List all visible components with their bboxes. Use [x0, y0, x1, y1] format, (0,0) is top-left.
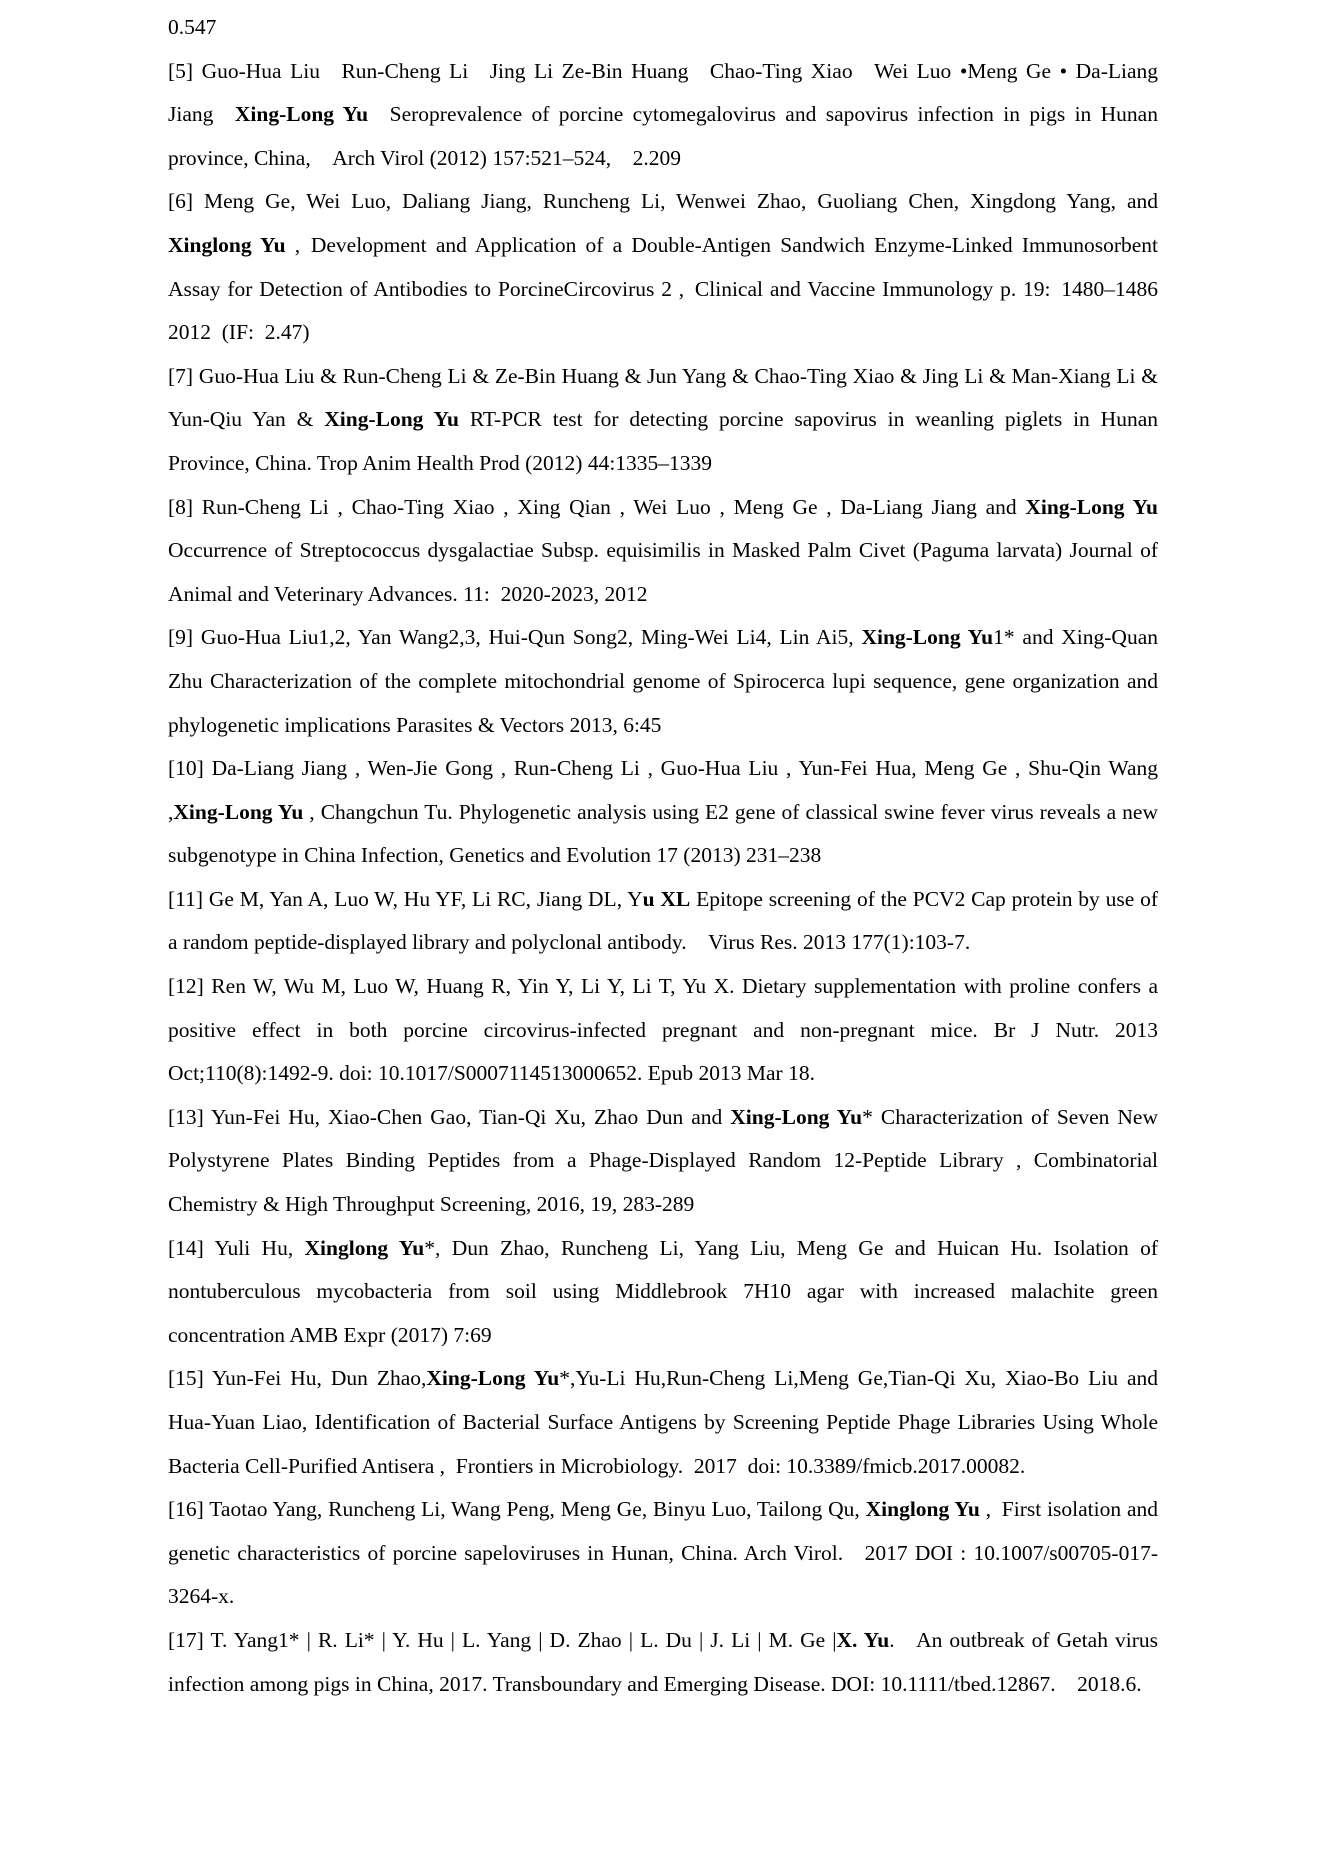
reference-paragraph	[168, 6, 1158, 50]
reference-text: [8] Run-Cheng Li , Chao-Ting Xiao , Xing Qian , Wei Luo , Meng Ge , Da-Liang Jiang and	[168, 494, 1026, 519]
reference-paragraph	[168, 355, 1158, 486]
reference-text: [15] Yun-Fei Hu, Dun Zhao,	[168, 1366, 427, 1391]
reference-text: Seroprevalence of porcine cytomegalovirus and sapovirus infection in pigs in Hunan province, China, Arch Virol (2012) 157:521–524, 2.209	[168, 102, 1158, 170]
reference-text: [17] T. Yang1* | R. Li* | Y. Hu | L. Yang | D. Zhao | L. Du | J. Li | M. Ge |	[168, 1627, 837, 1652]
highlighted-author-name: Xinglong Yu	[865, 1497, 980, 1522]
reference-text: [10] Da-Liang Jiang , Wen-Jie Gong , Run-Cheng Li , Guo-Hua Liu , Yun-Fei Hua, Meng Ge , Shu-Qin Wang ,	[168, 756, 1158, 824]
reference-text: Epitope screening of the PCV2 Cap protein by use of a random peptide-displayed library and polyclonal antibody. Virus Res. 2013 177(1):103-7.	[168, 886, 1159, 955]
highlighted-author-name: Xinglong Yu	[168, 232, 286, 257]
reference-paragraph	[168, 878, 1158, 965]
highlighted-author-name: u XL	[642, 886, 691, 911]
reference-text: [9] Guo-Hua Liu1,2, Yan Wang2,3, Hui-Qun Song2, Ming-Wei Li4, Lin Ai5,	[168, 625, 862, 650]
reference-text: [6] Meng Ge, Wei Luo, Daliang Jiang, Runcheng Li, Wenwei Zhao, Guoliang Chen, Xingdong Yang, and	[168, 189, 1158, 214]
reference-paragraph	[168, 486, 1158, 617]
highlighted-author-name: Xing-Long Yu	[730, 1104, 863, 1129]
reference-paragraph	[168, 180, 1158, 354]
reference-paragraph	[168, 965, 1158, 1096]
reference-text: RT-PCR test for detecting porcine sapovirus in weanling piglets in Hunan Province, China. Trop Anim Health Prod (2012) 44:1335–1339	[168, 407, 1158, 475]
reference-text: , First isolation and genetic characteristics of porcine sapeloviruses in Hunan, China. Arch Virol. 2017 DOI : 10.1007/s00705-017-3264-x.	[168, 1497, 1159, 1609]
reference-paragraph	[168, 50, 1158, 181]
reference-paragraph	[168, 1096, 1158, 1227]
highlighted-author-name: Xinglong Yu	[304, 1235, 425, 1260]
reference-text: * Characterization of Seven New Polystyrene Plates Binding Peptides from a Phage-Displayed Random 12-Peptide Library , Combinatorial Chemistry & High Throughput Screening, 2016, 19, 283-289	[168, 1104, 1158, 1217]
reference-paragraph	[168, 1357, 1158, 1488]
reference-text: . An outbreak of Getah virus infection among pigs in China, 2017. Transboundary and Emerging Disease. DOI: 10.1111/tbed.12867. 2018.6.	[168, 1627, 1158, 1696]
reference-paragraph	[168, 1619, 1158, 1706]
reference-text: , Development and Application of a Double-Antigen Sandwich Enzyme-Linked Immunosorbent Assay for Detection of Antibodies to PorcineCircovirus 2 , Clinical and Vaccine Immunology p. 19: 1480–1486 2012 (IF: 2.47)	[168, 232, 1158, 345]
reference-paragraph	[168, 1227, 1158, 1358]
highlighted-author-name: Xing-Long Yu	[426, 1366, 560, 1391]
highlighted-author-name: X. Yu	[836, 1627, 890, 1652]
highlighted-author-name: Xing-Long Yu	[173, 799, 304, 824]
reference-text: , Changchun Tu. Phylogenetic analysis using E2 gene of classical swine fever virus reveals a new subgenotype in China Infection, Genetics and Evolution 17 (2013) 231–238	[168, 799, 1158, 868]
reference-paragraph	[168, 616, 1158, 747]
reference-text: 0.547	[168, 15, 217, 39]
reference-text: [11] Ge M, Yan A, Luo W, Hu YF, Li RC, Jiang DL, Y	[168, 886, 643, 911]
highlighted-author-name: Xing-Long Yu	[1025, 494, 1158, 519]
highlighted-author-name: Xing-Long Yu	[234, 102, 369, 127]
reference-text: Occurrence of Streptococcus dysgalactiae Subsp. equisimilis in Masked Palm Civet (Paguma larvata) Journal of Animal and Veterinary Advances. 11: 2020-2023, 2012	[168, 538, 1158, 606]
reference-text: [12] Ren W, Wu M, Luo W, Huang R, Yin Y, Li Y, Li T, Yu X. Dietary supplementation with proline confers a positive effect in both porcine circovirus-infected pregnant and non-pregnant mice. Br J Nutr. 2013 Oct;110(8):1492-9. doi: 10.1017/S0007114513000652. Epub 2013 Mar 18.	[168, 974, 1158, 1086]
reference-text: 1* and Xing-Quan Zhu Characterization of the complete mitochondrial genome of Spirocerca lupi sequence, gene organization and phylogenetic implications Parasites & Vectors 2013, 6:45	[168, 625, 1158, 737]
reference-paragraph	[168, 1488, 1158, 1619]
reference-list	[168, 6, 1158, 1706]
reference-paragraph	[168, 747, 1158, 878]
reference-text: [13] Yun-Fei Hu, Xiao-Chen Gao, Tian-Qi Xu, Zhao Dun and	[168, 1104, 731, 1129]
reference-text: [14] Yuli Hu,	[168, 1235, 305, 1260]
highlighted-author-name: Xing-Long Yu	[324, 407, 459, 432]
reference-text: *, Dun Zhao, Runcheng Li, Yang Liu, Meng Ge and Huican Hu. Isolation of nontuberculous mycobacteria from soil using Middlebrook 7H10 agar with increased malachite green concentration AMB Expr (2017) 7:69	[168, 1235, 1158, 1347]
reference-text: [7] Guo-Hua Liu & Run-Cheng Li & Ze-Bin Huang & Jun Yang & Chao-Ting Xiao & Jing Li & Man-Xiang Li & Yun-Qiu Yan &	[168, 363, 1158, 432]
reference-text: *,Yu-Li Hu,Run-Cheng Li,Meng Ge,Tian-Qi Xu, Xiao-Bo Liu and Hua-Yuan Liao, Identification of Bacterial Surface Antigens by Screening Peptide Phage Libraries Using Whole Bacteria Cell-Purified Antisera , Frontiers in Microbiology. 2017 doi: 10.3389/fmicb.2017.00082.	[168, 1366, 1158, 1478]
reference-text: [5] Guo-Hua Liu Run-Cheng Li Jing Li Ze-Bin Huang Chao-Ting Xiao Wei Luo •Meng Ge • Da-Liang Jiang	[168, 58, 1158, 127]
reference-text: [16] Taotao Yang, Runcheng Li, Wang Peng, Meng Ge, Binyu Luo, Tailong Qu,	[168, 1497, 866, 1522]
highlighted-author-name: Xing-Long Yu	[861, 625, 994, 650]
